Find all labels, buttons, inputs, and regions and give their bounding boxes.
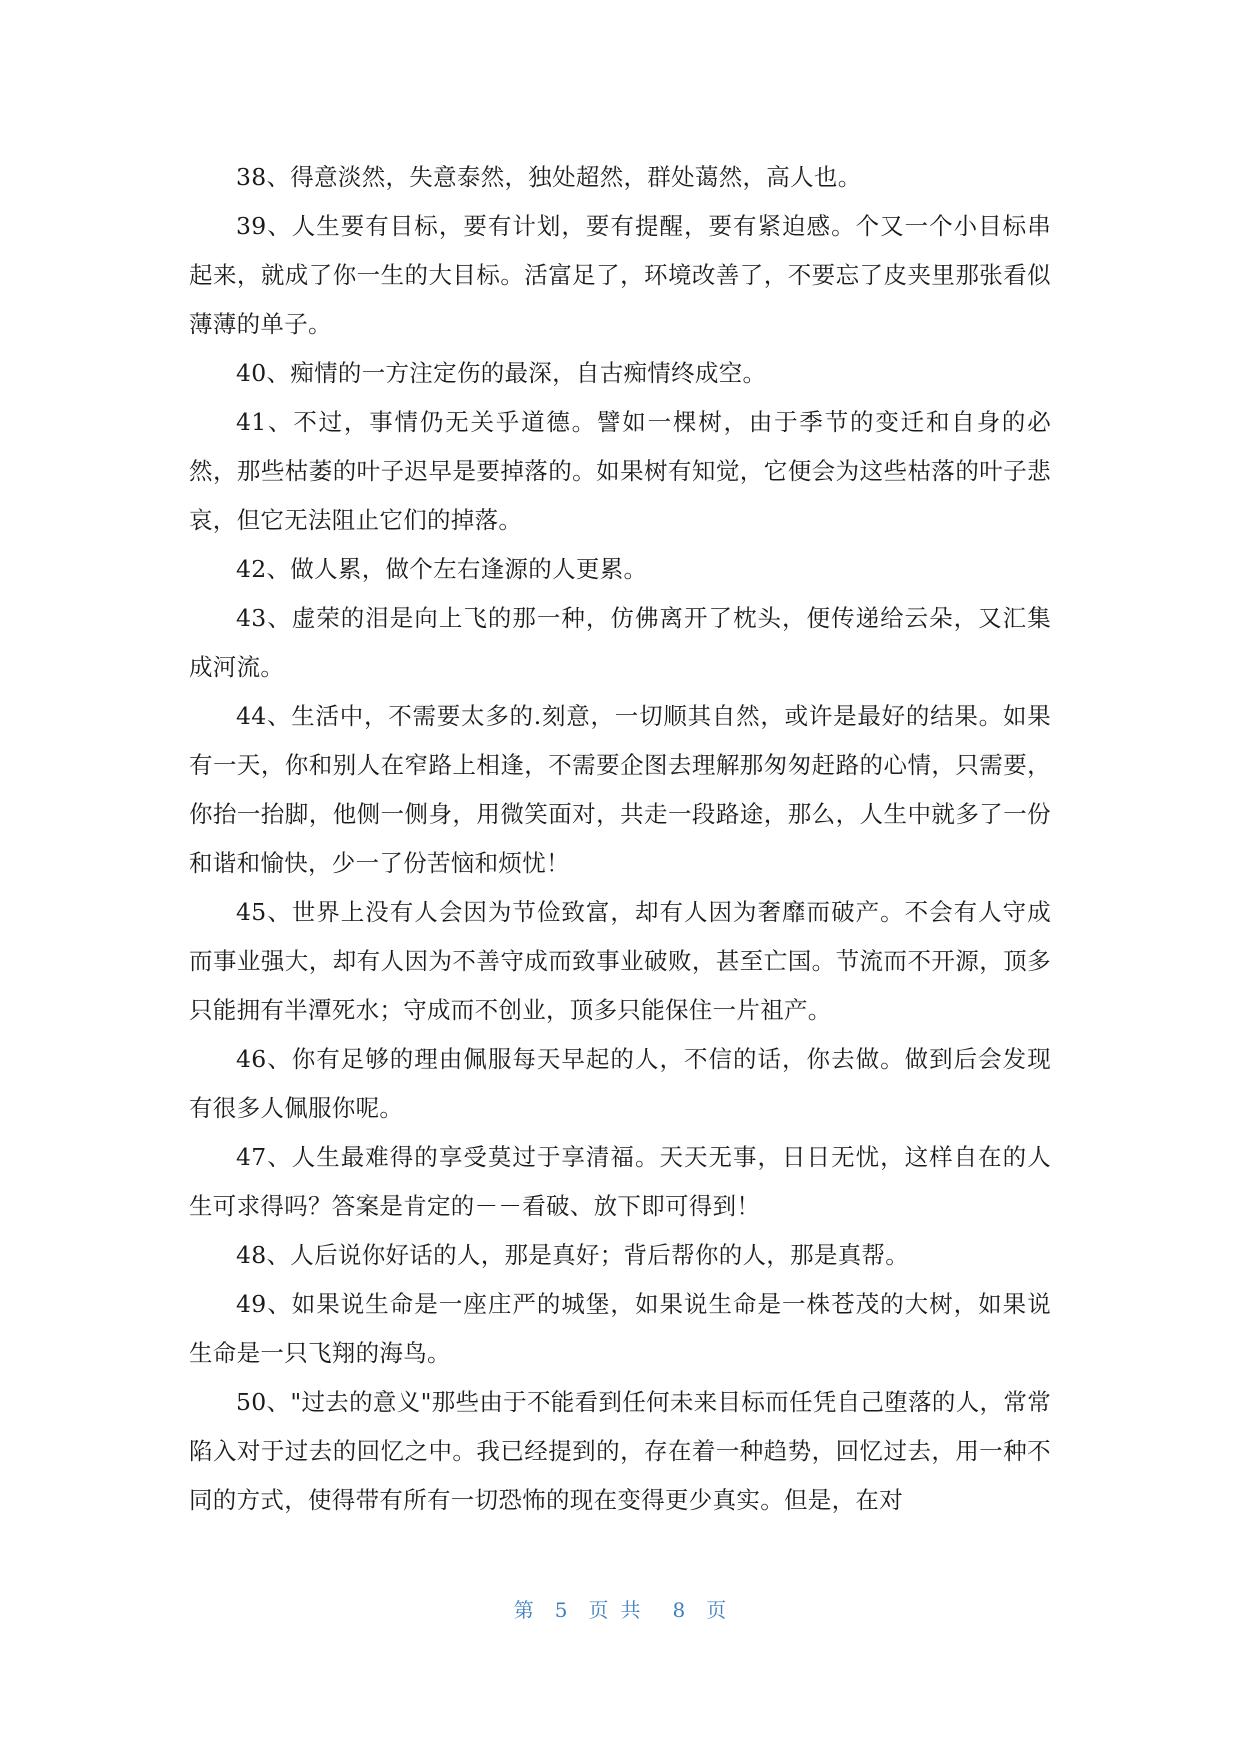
quote-46: 46、你有足够的理由佩服每天早起的人，不信的话，你去做。做到后会发现有很多人佩服你呢。 [189,1045,1051,1122]
quote-44: 44、生活中，不需要太多的.刻意，一切顺其自然，或许是最好的结果。如果有一天，你和别人在窄路上相逢，不需要企图去理解那匆匆赶路的心情，只需要，你抬一抬脚，他侧一侧身，用微笑面对，共走一段路途，那么，人生中就多了一份和谐和愉快，少一了份苦恼和烦忧！ [189,702,1051,877]
quote-38: 38、得意淡然，失意泰然，独处超然，群处蔼然，高人也。 [236,163,862,191]
quote-42: 42、做人累，做个左右逢源的人更累。 [236,555,648,583]
footer-suffix: 页 [706,1598,728,1622]
quote-45: 45、世界上没有人会因为节俭致富，却有人因为奢靡而破产。不会有人守成而事业强大，却有人因为不善守成而致事业破败，甚至亡国。节流而不开源，顶多只能拥有半潭死水；守成而不创业，顶多只能保住一片祖产。 [189,898,1051,1024]
quote-39: 39、人生要有目标，要有计划，要有提醒，要有紧迫感。个又一个小目标串起来，就成了你一生的大目标。活富足了，环境改善了，不要忘了皮夹里那张看似薄薄的单子。 [189,212,1051,338]
footer-page-number: 5 [554,1598,569,1622]
page-footer [0,1594,1241,1623]
quote-49: 49、如果说生命是一座庄严的城堡，如果说生命是一株苍茂的大树，如果说生命是一只飞翔的海鸟。 [189,1290,1051,1367]
quote-47: 47、人生最难得的享受莫过于享清福。天天无事，日日无忧，这样自在的人生可求得吗？答案是肯定的－－看破、放下即可得到！ [189,1143,1051,1220]
quote-40: 40、痴情的一方注定伤的最深，自古痴情终成空。 [236,359,767,387]
quote-50: 50、"过去的意义"那些由于不能看到任何未来目标而任凭自己堕落的人，常常陷入对于过去的回忆之中。我已经提到的，存在着一种趋势，回忆过去，用一种不同的方式，使得带有所有一切恐怖的现在变得更少真实。但是，在对 [189,1388,1051,1514]
footer-middle: 页共 [588,1598,653,1622]
page-body [189,153,1051,1525]
footer-total-pages: 8 [672,1598,687,1622]
footer-prefix: 第 [513,1598,535,1622]
quote-41: 41、不过，事情仍无关乎道德。譬如一棵树，由于季节的变迁和自身的必然，那些枯萎的叶子迟早是要掉落的。如果树有知觉，它便会为这些枯落的叶子悲哀，但它无法阻止它们的掉落。 [189,408,1051,534]
quote-43: 43、虚荣的泪是向上飞的那一种，仿佛离开了枕头，便传递给云朵，又汇集成河流。 [189,604,1051,681]
quote-48: 48、人后说你好话的人，那是真好；背后帮你的人，那是真帮。 [236,1241,910,1269]
